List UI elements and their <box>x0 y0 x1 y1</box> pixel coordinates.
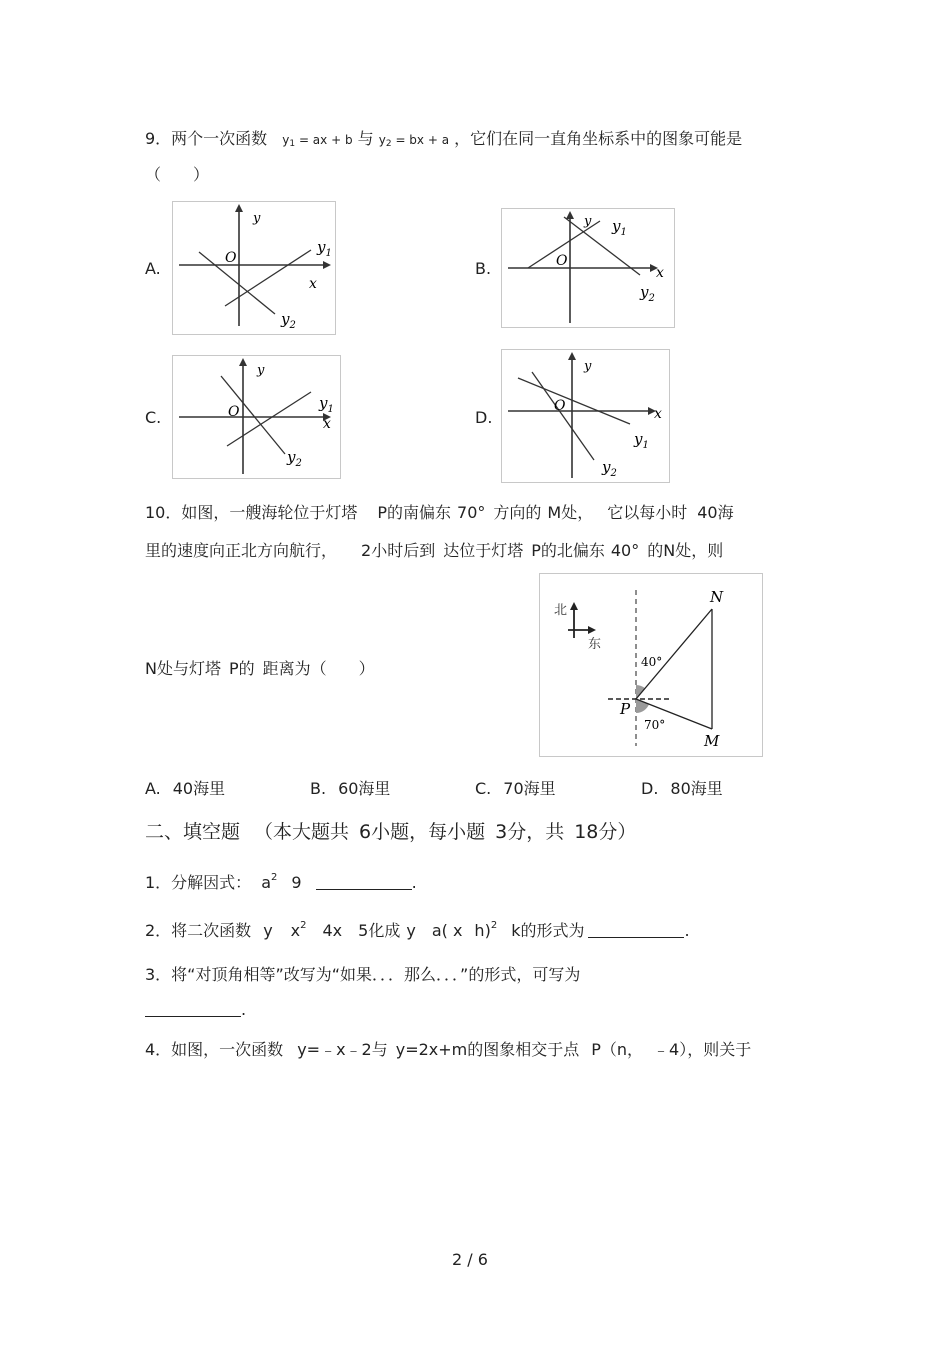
point-M-label: M <box>704 732 720 750</box>
q10-line1: 10．如图，一艘海轮位于灯塔 P的南偏东 70° 方向的 M处， 它以每小时 40海 <box>145 503 734 522</box>
graph-c-x-label: x <box>323 416 331 432</box>
section-2-heading: 二、填空题 （本大题共 6小题，每小题 3分，共 18分） <box>145 821 637 843</box>
graph-b-y2-label: $y_2$ <box>640 283 655 304</box>
compass-east-arrow <box>588 626 596 634</box>
q10-choice-c[interactable]: C. 70海里 <box>475 779 556 798</box>
segment-PN <box>636 609 712 699</box>
fill-q2: 2．将二次函数 y $x^2$ 4x 5化成 y a( x h)$^2$ k的形式为 . <box>145 920 690 940</box>
graph-c-y1-label: $y_1$ <box>319 394 334 415</box>
compass-north-label: 北 <box>554 603 568 618</box>
graph-option-a[interactable] <box>172 201 336 335</box>
fill-q3: 3．将“对顶角相等”改写为“如果．．．那么．．．”的形式，可写为 <box>145 965 581 984</box>
page-number: 2 / 6 <box>452 1250 488 1269</box>
compass-east-label: 东 <box>588 637 602 652</box>
q9-option-b-label[interactable]: B. <box>475 259 492 278</box>
graph-option-c[interactable] <box>172 355 341 479</box>
q10-line3: N处与灯塔 P的 距离为（ ） <box>145 659 375 678</box>
graph-c-y-label: y <box>257 363 265 378</box>
graph-d-y2-label: $y_2$ <box>602 458 617 479</box>
formula-y2: $y_2$ = bx + a <box>378 133 450 149</box>
graph-c-y2-label: $y_2$ <box>287 448 302 469</box>
graph-option-b[interactable] <box>501 208 675 328</box>
graph-option-d[interactable] <box>501 349 670 483</box>
graph-d-y1-label: $y_1$ <box>634 430 649 451</box>
formula-y1: $y_1$ = ax + b <box>282 133 353 149</box>
q9-option-c-label[interactable]: C. <box>145 408 162 427</box>
graph-a-x-label: x <box>309 276 317 292</box>
angle-40-label: 40° <box>641 655 663 669</box>
graph-a-y2-label: $y_2$ <box>281 310 296 331</box>
graph-b-y1-label: $y_1$ <box>612 217 627 238</box>
graph-c-origin: O <box>228 404 240 420</box>
q10-choice-d[interactable]: D. 80海里 <box>641 779 723 798</box>
point-P-label: P <box>620 700 631 718</box>
q9-option-d-label[interactable]: D. <box>475 408 493 427</box>
graph-d-y-label: y <box>584 359 592 374</box>
graph-a-origin: O <box>225 250 237 266</box>
point-N-label: N <box>710 588 724 606</box>
q9-paren: （ ） <box>145 165 210 184</box>
fill-q3-answer-blank[interactable] <box>145 1002 241 1017</box>
q10-choice-b[interactable]: B. 60海里 <box>310 779 391 798</box>
fill-q1-answer-blank[interactable] <box>316 875 412 890</box>
graph-a-y1-label: $y_1$ <box>317 238 332 259</box>
compass-north-arrow <box>570 602 578 610</box>
q9-option-a-label[interactable]: A. <box>145 259 161 278</box>
fill-q2-answer-blank[interactable] <box>588 923 684 938</box>
q10-line2: 里的速度向正北方向航行， 2小时后到 达位于灯塔 P的北偏东 40° 的N处，则 <box>145 541 724 560</box>
q10-lighthouse-figure <box>539 573 763 757</box>
q10-choice-a[interactable]: A. 40海里 <box>145 779 226 798</box>
fill-q1: 1．分解因式： $a^2$ 9 . <box>145 872 417 892</box>
q9-line1: 9．两个一次函数 $y_1$ = ax + b 与 $y_2$ = bx + a ，它们在同一直角坐标系中的图象可能是 <box>145 129 743 149</box>
graph-d-origin: O <box>554 398 566 414</box>
angle-70-label: 70° <box>644 718 666 732</box>
graph-b-x-label: x <box>656 265 664 281</box>
fill-q3-answer-line: . <box>145 1000 246 1019</box>
graph-b-origin: O <box>556 253 568 269</box>
graph-d-x-label: x <box>654 406 662 422</box>
graph-b-y-label: y <box>584 214 592 229</box>
fill-q4: 4．如图，一次函数 y=﹣x﹣2与 y=2x+m的图象相交于点 P（n， ﹣4），则关于 <box>145 1040 752 1059</box>
graph-a-y-label: y <box>253 211 261 226</box>
